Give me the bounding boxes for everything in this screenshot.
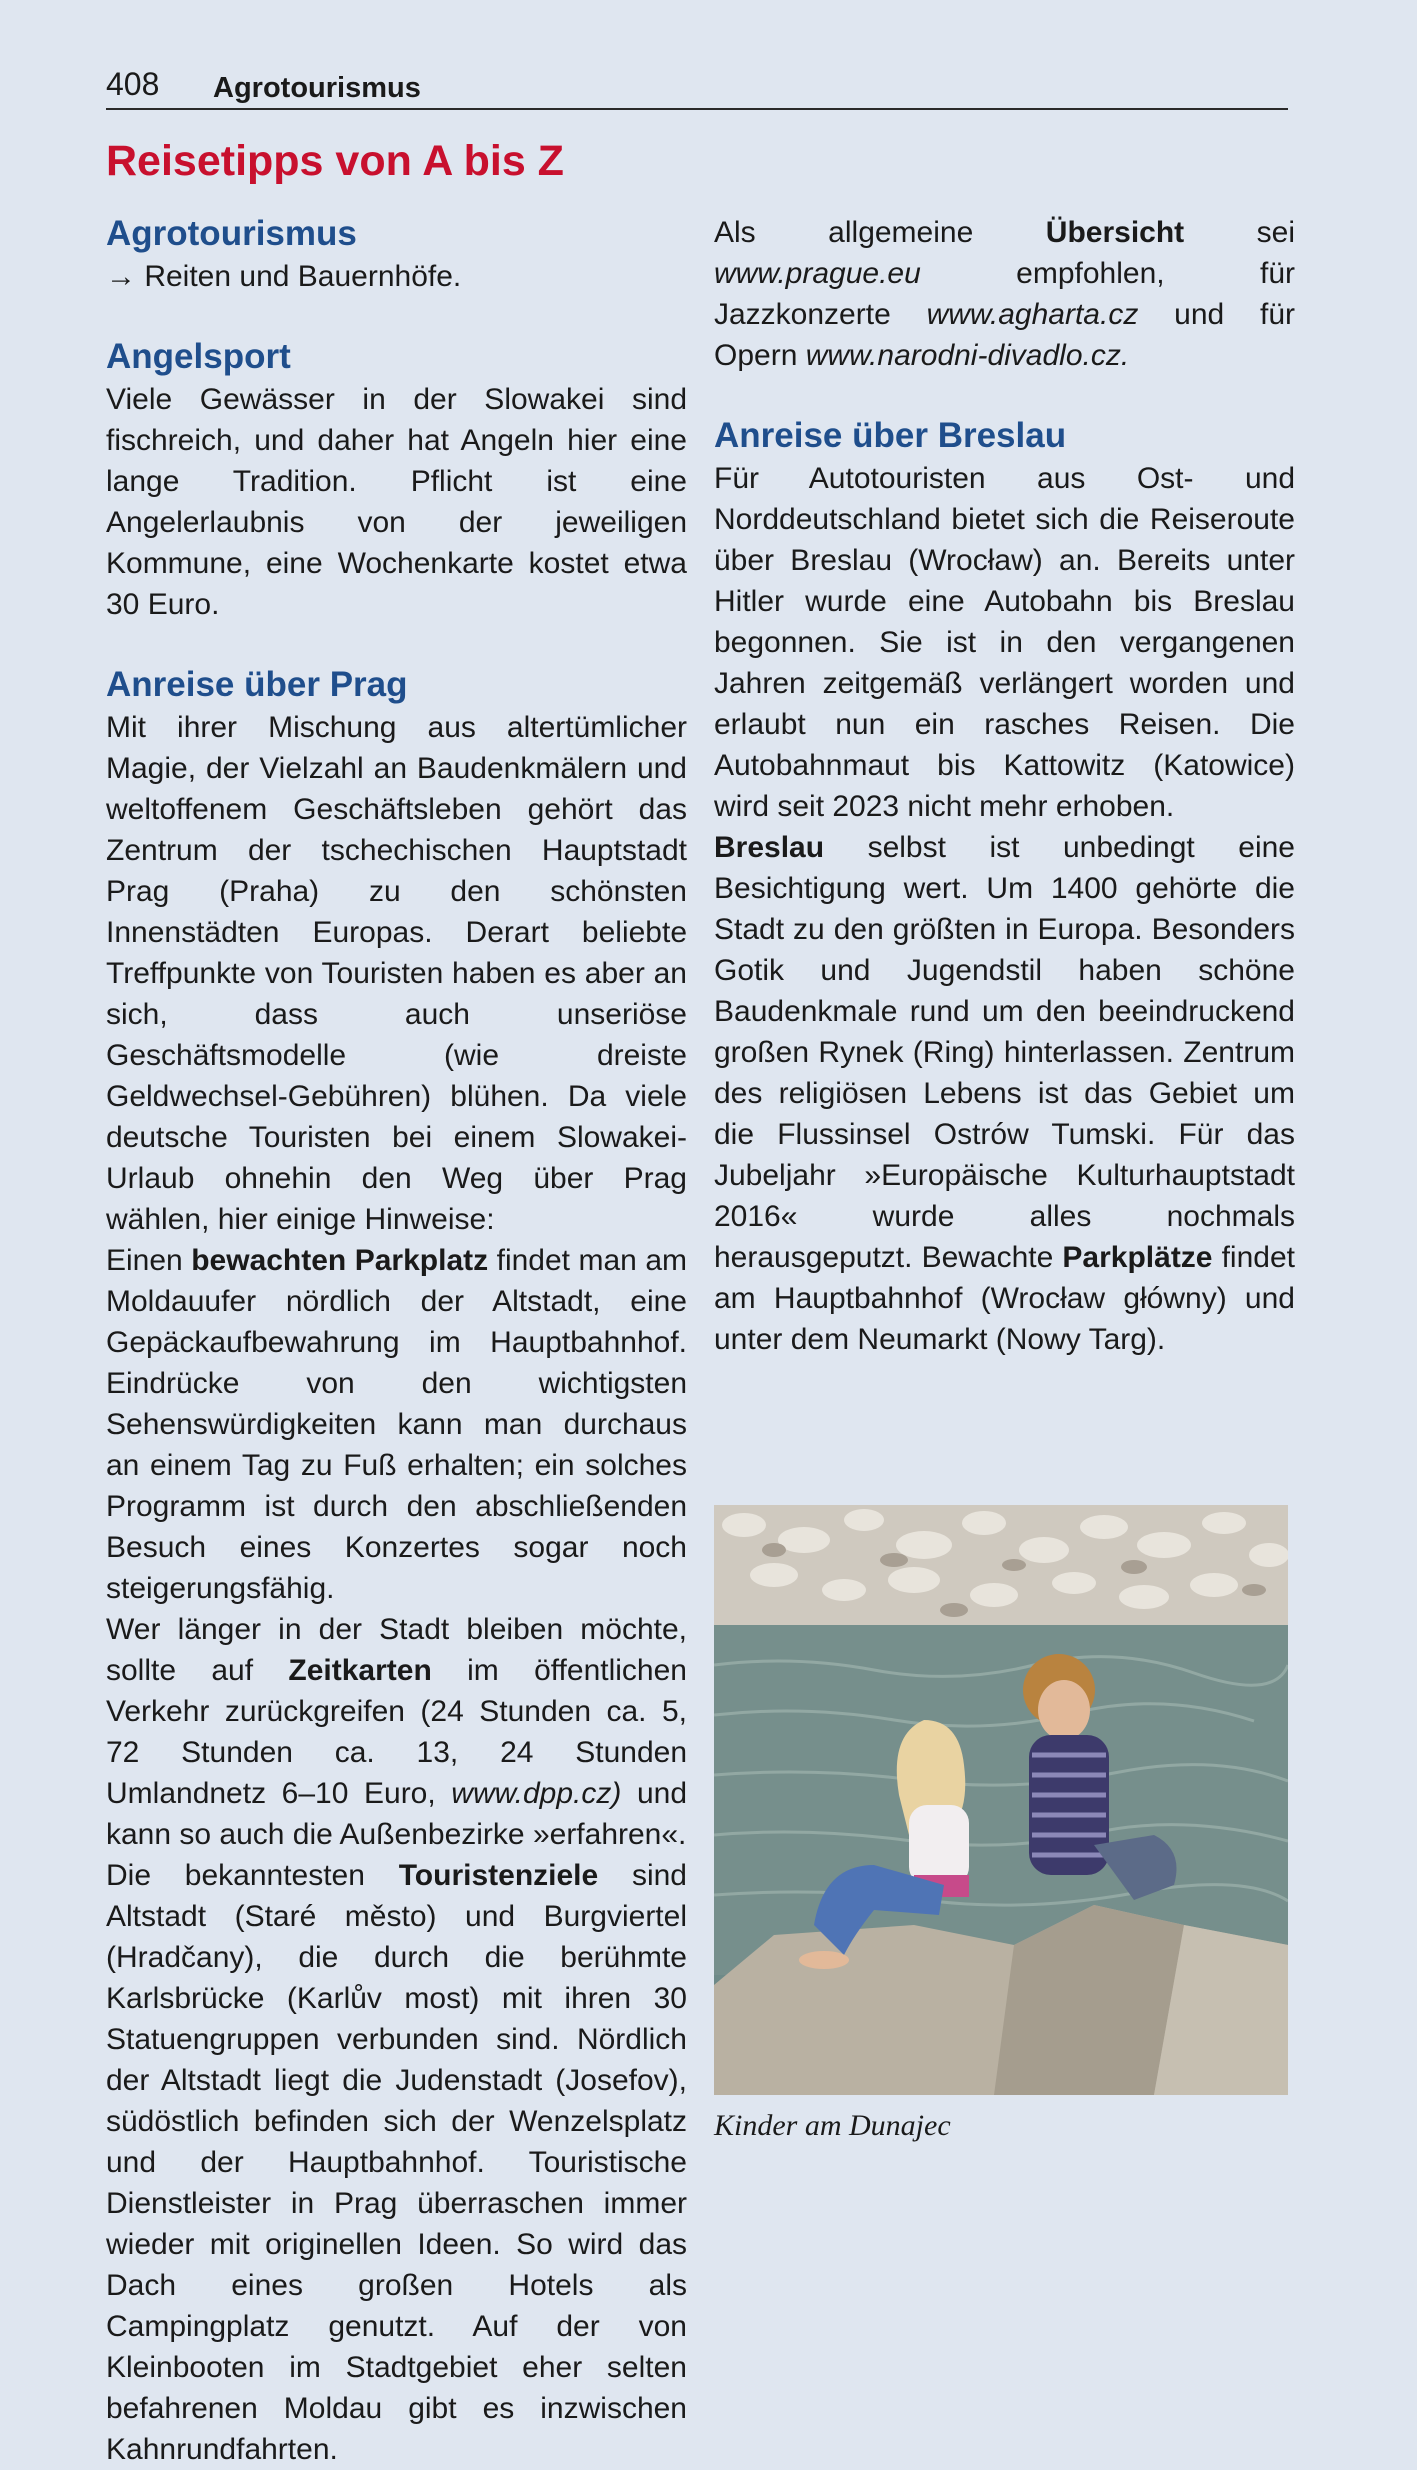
running-head: Agrotourismus xyxy=(213,72,421,104)
prag-paragraph-4: Die bekanntesten Touristenziele sind Altstadt (Staré město) und Burgviertel (Hradčany), die durch die berühmte Karlsbrücke (Karlův most) mit ihren 30 Statuengruppen verbunden sind. Nördlich der Altstadt liegt die Judenstadt (Josefov), südöstlich befinden sich der Wenzelsplatz und der Hauptbahnhof. Touristische Dienstleister in Prag überraschen immer wieder mit originellen Ideen. So wird das Dach eines großen Hotels als Campingplatz genutzt. Auf der von Kleinbooten im Stadtgebiet eher selten befahrenen Moldau gibt es inzwischen Kahnrundfahrten. xyxy=(106,1859,687,2466)
heading-agrotourismus: Agrotourismus xyxy=(106,214,357,253)
prag-paragraph-1: Mit ihrer Mischung aus altertümlicher Magie, der Vielzahl an Baudenkmälern und weltoffenem Geschäftsleben gehört das Zentrum der tschechischen Hauptstadt Prag (Praha) zu den schönsten Innenstädten Europas. Derart beliebte Treffpunkte von Touristen haben es aber an sich, dass auch unseriöse Geschäftsmodelle (wie dreiste Geldwechsel-Gebühren) blühen. Da viele deutsche Touristen bei einem Slowakei-Urlaub ohnehin den Weg über Prag wählen, hier einige Hinweise: xyxy=(106,711,687,1236)
breslau-paragraph-2: Breslau selbst ist unbedingt eine Besichtigung wert. Um 1400 gehörte die Stadt zu den größten in Europa. Besonders Gotik und Jugendstil haben schöne Baudenkmale rund um den beeindruckend großen Rynek (Ring) hinterlassen. Zentrum des religiösen Lebens ist das Gebiet um die Flussinsel Ostrów Tumski. Für das Jubeljahr »Europäische Kulturhauptstadt 2016« wurde alles nochmals herausgeputzt. Bewachte Parkplätze findet am Hauptbahnhof (Wrocław główny) und unter dem Neumarkt (Nowy Targ). xyxy=(714,831,1295,1356)
heading-anreise-prag: Anreise über Prag xyxy=(106,665,408,704)
right-column xyxy=(714,212,1295,1360)
photo-children-by-river xyxy=(714,1505,1288,2095)
page-title: Reisetipps von A bis Z xyxy=(106,137,564,185)
prag-paragraph-3: Wer länger in der Stadt bleiben möchte, sollte auf Zeitkarten im öffentlichen Verkehr zurückgreifen (24 Stunden ca. 5, 72 Stunden ca. 13, 24 Stunden Umlandnetz 6–10 Euro, www.dpp.cz) und kann so auch die Außenbezirke »erfahren«. xyxy=(106,1613,688,1851)
breslau-paragraph-1: Für Autotouristen aus Ost- und Norddeutschland bietet sich die Reiseroute über Breslau (Wrocław) an. Bereits unter Hitler wurde eine Autobahn bis Breslau begonnen. Sie ist in den vergangenen Jahren zeitgemäß verlängert worden und erlaubt nun ein rasches Reisen. Die Autobahnmaut bis Kattowitz (Katowice) wird seit 2023 nicht mehr erhoben. xyxy=(714,462,1295,823)
text-angelsport: Viele Gewässer in der Slowakei sind fischreich, und daher hat Angeln hier eine lange Tradition. Pflicht ist eine Angelerlaubnis von der jeweiligen Kommune, eine Wochenkarte kostet etwa 30 Euro. xyxy=(106,383,687,621)
text-agrotourismus: → Reiten und Bauernhöfe. xyxy=(106,260,462,293)
page-number: 408 xyxy=(106,66,160,102)
prag-paragraph-5: Als allgemeine Übersicht sei www.prague.eu empfohlen, für Jazzkonzerte www.agharta.cz und für Opern www.narodni-divadlo.cz. xyxy=(714,216,1296,372)
heading-angelsport: Angelsport xyxy=(106,337,291,376)
page-header xyxy=(106,64,1288,110)
heading-anreise-breslau: Anreise über Breslau xyxy=(714,416,1067,455)
photo-caption: Kinder am Dunajec xyxy=(714,2109,951,2142)
prag-paragraph-2: Einen bewachten Parkplatz findet man am Moldauufer nördlich der Altstadt, eine Gepäckaufbewahrung im Hauptbahnhof. Eindrücke von den wichtigsten Sehenswürdigkeiten kann man durchaus an einem Tag zu Fuß erhalten; ein solches Programm ist durch den abschließenden Besuch eines Konzertes sogar noch steigerungsfähig. xyxy=(106,1244,687,1605)
left-column xyxy=(106,212,687,2470)
